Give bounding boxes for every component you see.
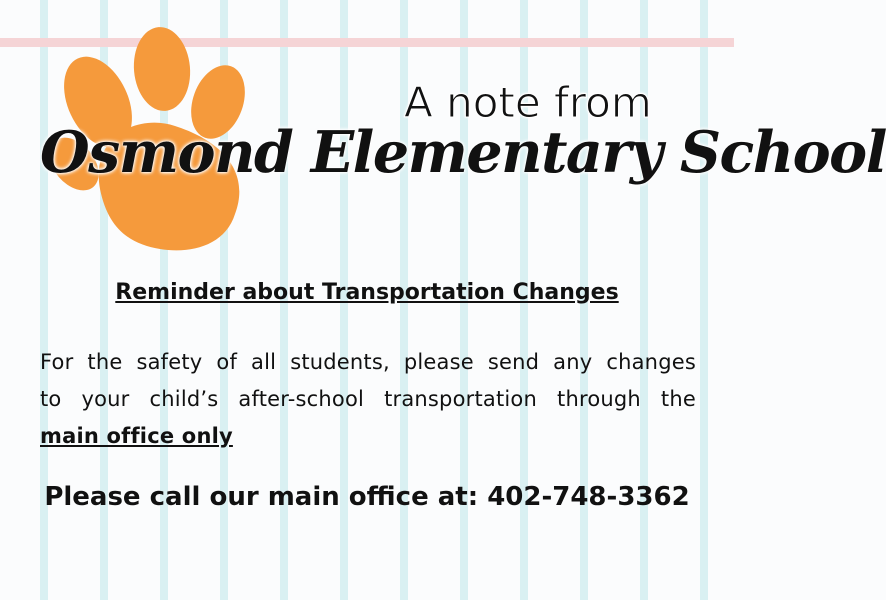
notice-emphasis: main office only bbox=[40, 424, 233, 448]
notice-line-1: For the safety of all students, please send any changes bbox=[40, 350, 696, 374]
school-name: Osmond Elementary School bbox=[40, 119, 886, 186]
call-to-action: Please call our main office at: 402-748-3362 bbox=[44, 482, 690, 512]
note-heading: A note from bbox=[404, 78, 652, 127]
notice-line-2: to your child’s after-school transportation through the bbox=[40, 387, 696, 411]
notice-body bbox=[40, 344, 696, 455]
notice-title: Reminder about Transportation Changes bbox=[115, 280, 619, 305]
